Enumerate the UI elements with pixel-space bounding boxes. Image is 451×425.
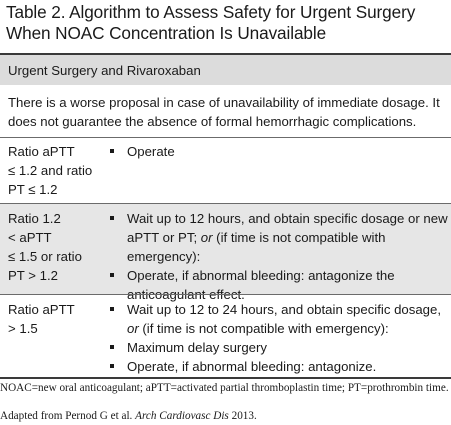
condition-line: Ratio 1.2 xyxy=(8,211,61,226)
condition-line: < aPTT xyxy=(8,230,52,245)
table-intro-note: There is a worse proposal in case of unavailability of immediate dosage. It does not guarantee the absence of formal hemorrhagic complications. xyxy=(8,95,440,129)
action-text: Operate xyxy=(127,144,175,159)
action-item xyxy=(110,357,448,376)
action-text: Wait up to 12 to 24 hours, and obtain specific dosage, or (if time is not compatible with emergency): xyxy=(127,302,442,336)
citation-journal: Arch Cardiovasc Dis xyxy=(135,410,229,422)
action-text: Wait up to 12 hours, and obtain specific dosage or new aPTT or PT; or (if time is not compatible with emergency): xyxy=(127,211,448,264)
row-condition xyxy=(8,209,108,285)
table-header-label: Urgent Surgery and Rivaroxaban xyxy=(8,63,201,78)
table-row xyxy=(0,204,451,302)
row-actions xyxy=(110,142,448,161)
row-condition xyxy=(8,142,108,199)
row-actions xyxy=(110,209,448,304)
condition-line: ≤ 1.2 and ratio xyxy=(8,163,93,178)
bullet-icon xyxy=(110,216,114,220)
condition-line: PT ≤ 1.2 xyxy=(8,182,58,197)
condition-line: > 1.5 xyxy=(8,321,38,336)
source-citation xyxy=(0,409,257,423)
table-footnote: NOAC=new oral anticoagulant; aPTT=activated partial thromboplastin time; PT=prothrombin time. xyxy=(0,382,449,394)
condition-line: ≤ 1.5 or ratio xyxy=(8,249,82,264)
action-text: Operate, if abnormal bleeding: antagonize. xyxy=(127,359,377,374)
bullet-icon xyxy=(110,364,114,368)
bullet-icon xyxy=(110,149,114,153)
condition-line: Ratio aPTT xyxy=(8,144,75,159)
row-condition xyxy=(8,300,108,338)
citation-suffix: 2013. xyxy=(228,410,257,422)
action-item xyxy=(110,142,448,161)
bullet-icon xyxy=(110,345,114,349)
condition-line: PT > 1.2 xyxy=(8,268,58,283)
action-item xyxy=(110,209,448,266)
table-title: Table 2. Algorithm to Assess Safety for Urgent Surgery When NOAC Concentration Is Unavailable xyxy=(6,2,416,43)
action-item xyxy=(110,338,448,357)
table-row xyxy=(0,295,451,377)
action-text: Maximum delay surgery xyxy=(127,340,267,355)
action-text: Operate, if abnormal bleeding: antagonize the anticoagulant effect. xyxy=(127,268,395,302)
table-header-row xyxy=(0,55,451,85)
action-item xyxy=(110,300,448,338)
citation-prefix: Adapted from Pernod G et al. xyxy=(0,410,136,422)
algorithm-table xyxy=(0,53,451,379)
bullet-icon xyxy=(110,273,114,277)
row-actions xyxy=(110,300,448,376)
bullet-icon xyxy=(110,307,114,311)
condition-line: Ratio aPTT xyxy=(8,302,75,317)
